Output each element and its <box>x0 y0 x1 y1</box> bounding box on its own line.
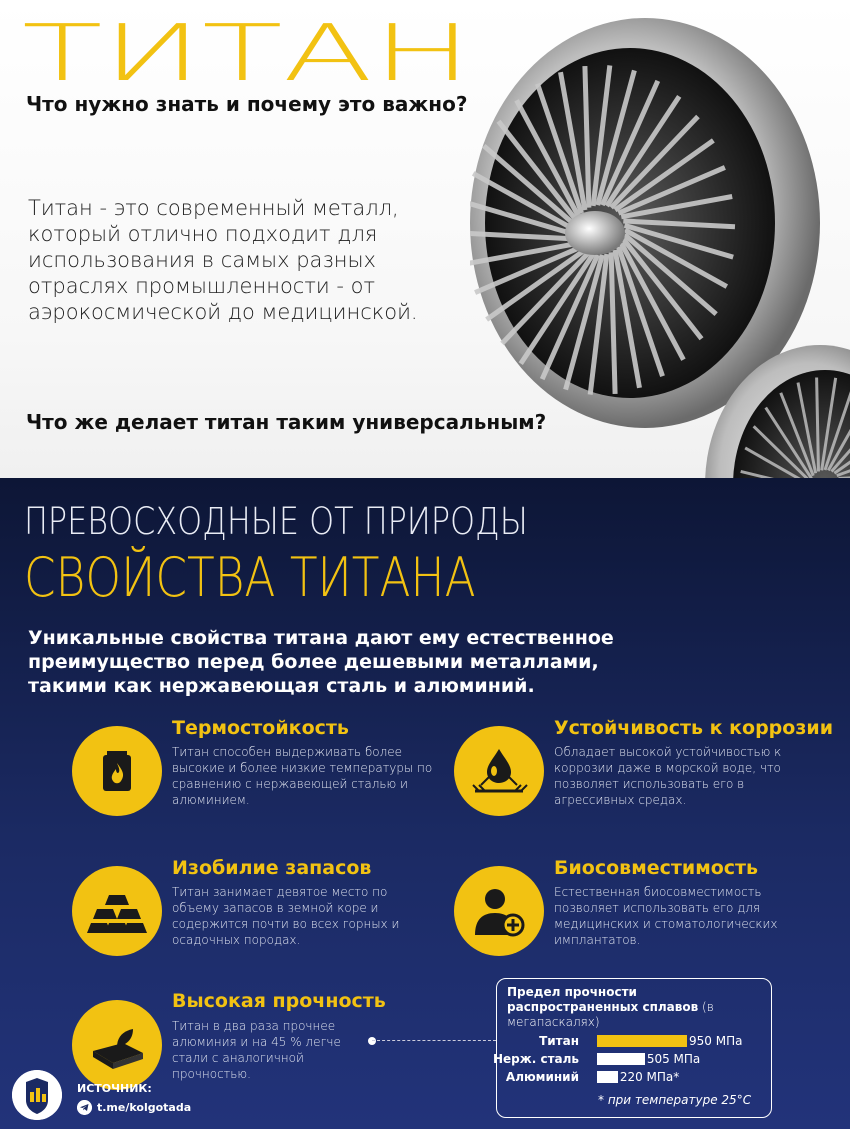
page-title-text: ТИТАН <box>22 14 472 94</box>
feature-icon-circle <box>72 866 162 956</box>
intro-text: Титан - это современный металл, который отлично подходит для использования в самых разных отраслях промышленности - от аэрокосмической до медицинской. <box>28 196 418 324</box>
engine-blade <box>817 378 819 472</box>
feature-text: Титан в два раза прочнее алюминия и на 45 % легче стали с аналогичной прочностью. <box>172 1019 341 1081</box>
feature-text: Титан способен выдерживать более высокие и более низкие температуры по сравнению с нержавеющей сталью и алюминием. <box>172 745 433 807</box>
gold-bars-icon <box>87 881 147 941</box>
feature-icon-circle <box>72 726 162 816</box>
top-section <box>0 0 850 480</box>
feature-text: Обладает высокой устойчивостью к коррозии даже в морской воде, что позволяет использовать его в агрессивных средах. <box>554 745 782 807</box>
source-logo <box>12 1070 62 1120</box>
feature-title: Биосовместимость <box>554 857 759 879</box>
feature-title: Изобилие запасов <box>172 857 372 879</box>
feature-title: Высокая прочность <box>172 990 386 1012</box>
bar-label: Титан <box>539 1034 579 1048</box>
feature-text: Естественная биосовместимость позволяет использовать его для медицинских и стоматологических имплантатов. <box>554 885 778 947</box>
strength-slab-icon <box>87 1015 147 1075</box>
corrosion-resistance-icon <box>469 741 529 801</box>
bar-label: Алюминий <box>505 1070 579 1084</box>
feature-title: Термостойкость <box>172 717 349 739</box>
telegram-icon <box>77 1100 92 1115</box>
chart-subtitle: (в мегапаскалях) <box>507 1000 714 1029</box>
chart-title-block <box>507 985 767 1030</box>
jet-engine-image-small <box>700 340 850 480</box>
bar <box>597 1035 687 1047</box>
bar-label: Нерж. сталь <box>493 1052 579 1066</box>
question-text: Что же делает титан таким универсальным? <box>26 410 547 434</box>
section-heading-line2: СВОЙСТВА ТИТАНА <box>24 546 476 609</box>
feature-icon-circle <box>72 1000 162 1090</box>
chart-title: Предел прочности распространенных сплавов <box>507 985 699 1014</box>
chart-note: * при температуре 25°С <box>598 1093 752 1107</box>
feature-icon-circle <box>454 866 544 956</box>
bar <box>597 1071 618 1083</box>
feature-text: Титан занимает девятое место по объему запасов в земной коре и содержится почти во всех горных и осадочных породах. <box>172 885 400 947</box>
feature-title: Устойчивость к коррозии <box>554 717 834 739</box>
person-plus-icon <box>469 881 529 941</box>
bar-value-label: 950 МПа <box>689 1034 743 1048</box>
source-link[interactable]: t.me/kolgotada <box>97 1101 192 1114</box>
section-lead: Уникальные свойства титана дают ему естественное преимущество перед более дешевыми металлами, такими как нержавеющая сталь и алюминий. <box>28 627 614 697</box>
page-subtitle: Что нужно знать и почему это важно? <box>26 92 468 116</box>
heat-resistance-icon <box>87 741 147 801</box>
page-title <box>22 14 482 94</box>
bar <box>597 1053 645 1065</box>
source-label: ИСТОЧНИК: <box>77 1082 152 1095</box>
section-heading-line1: ПРЕВОСХОДНЫЕ ОТ ПРИРОДЫ <box>24 500 528 543</box>
connector-line <box>372 1040 496 1043</box>
feature-icon-circle <box>454 726 544 816</box>
bar-value-label: 220 МПа* <box>619 1070 680 1084</box>
bar-value-label: 505 МПа <box>646 1052 701 1066</box>
